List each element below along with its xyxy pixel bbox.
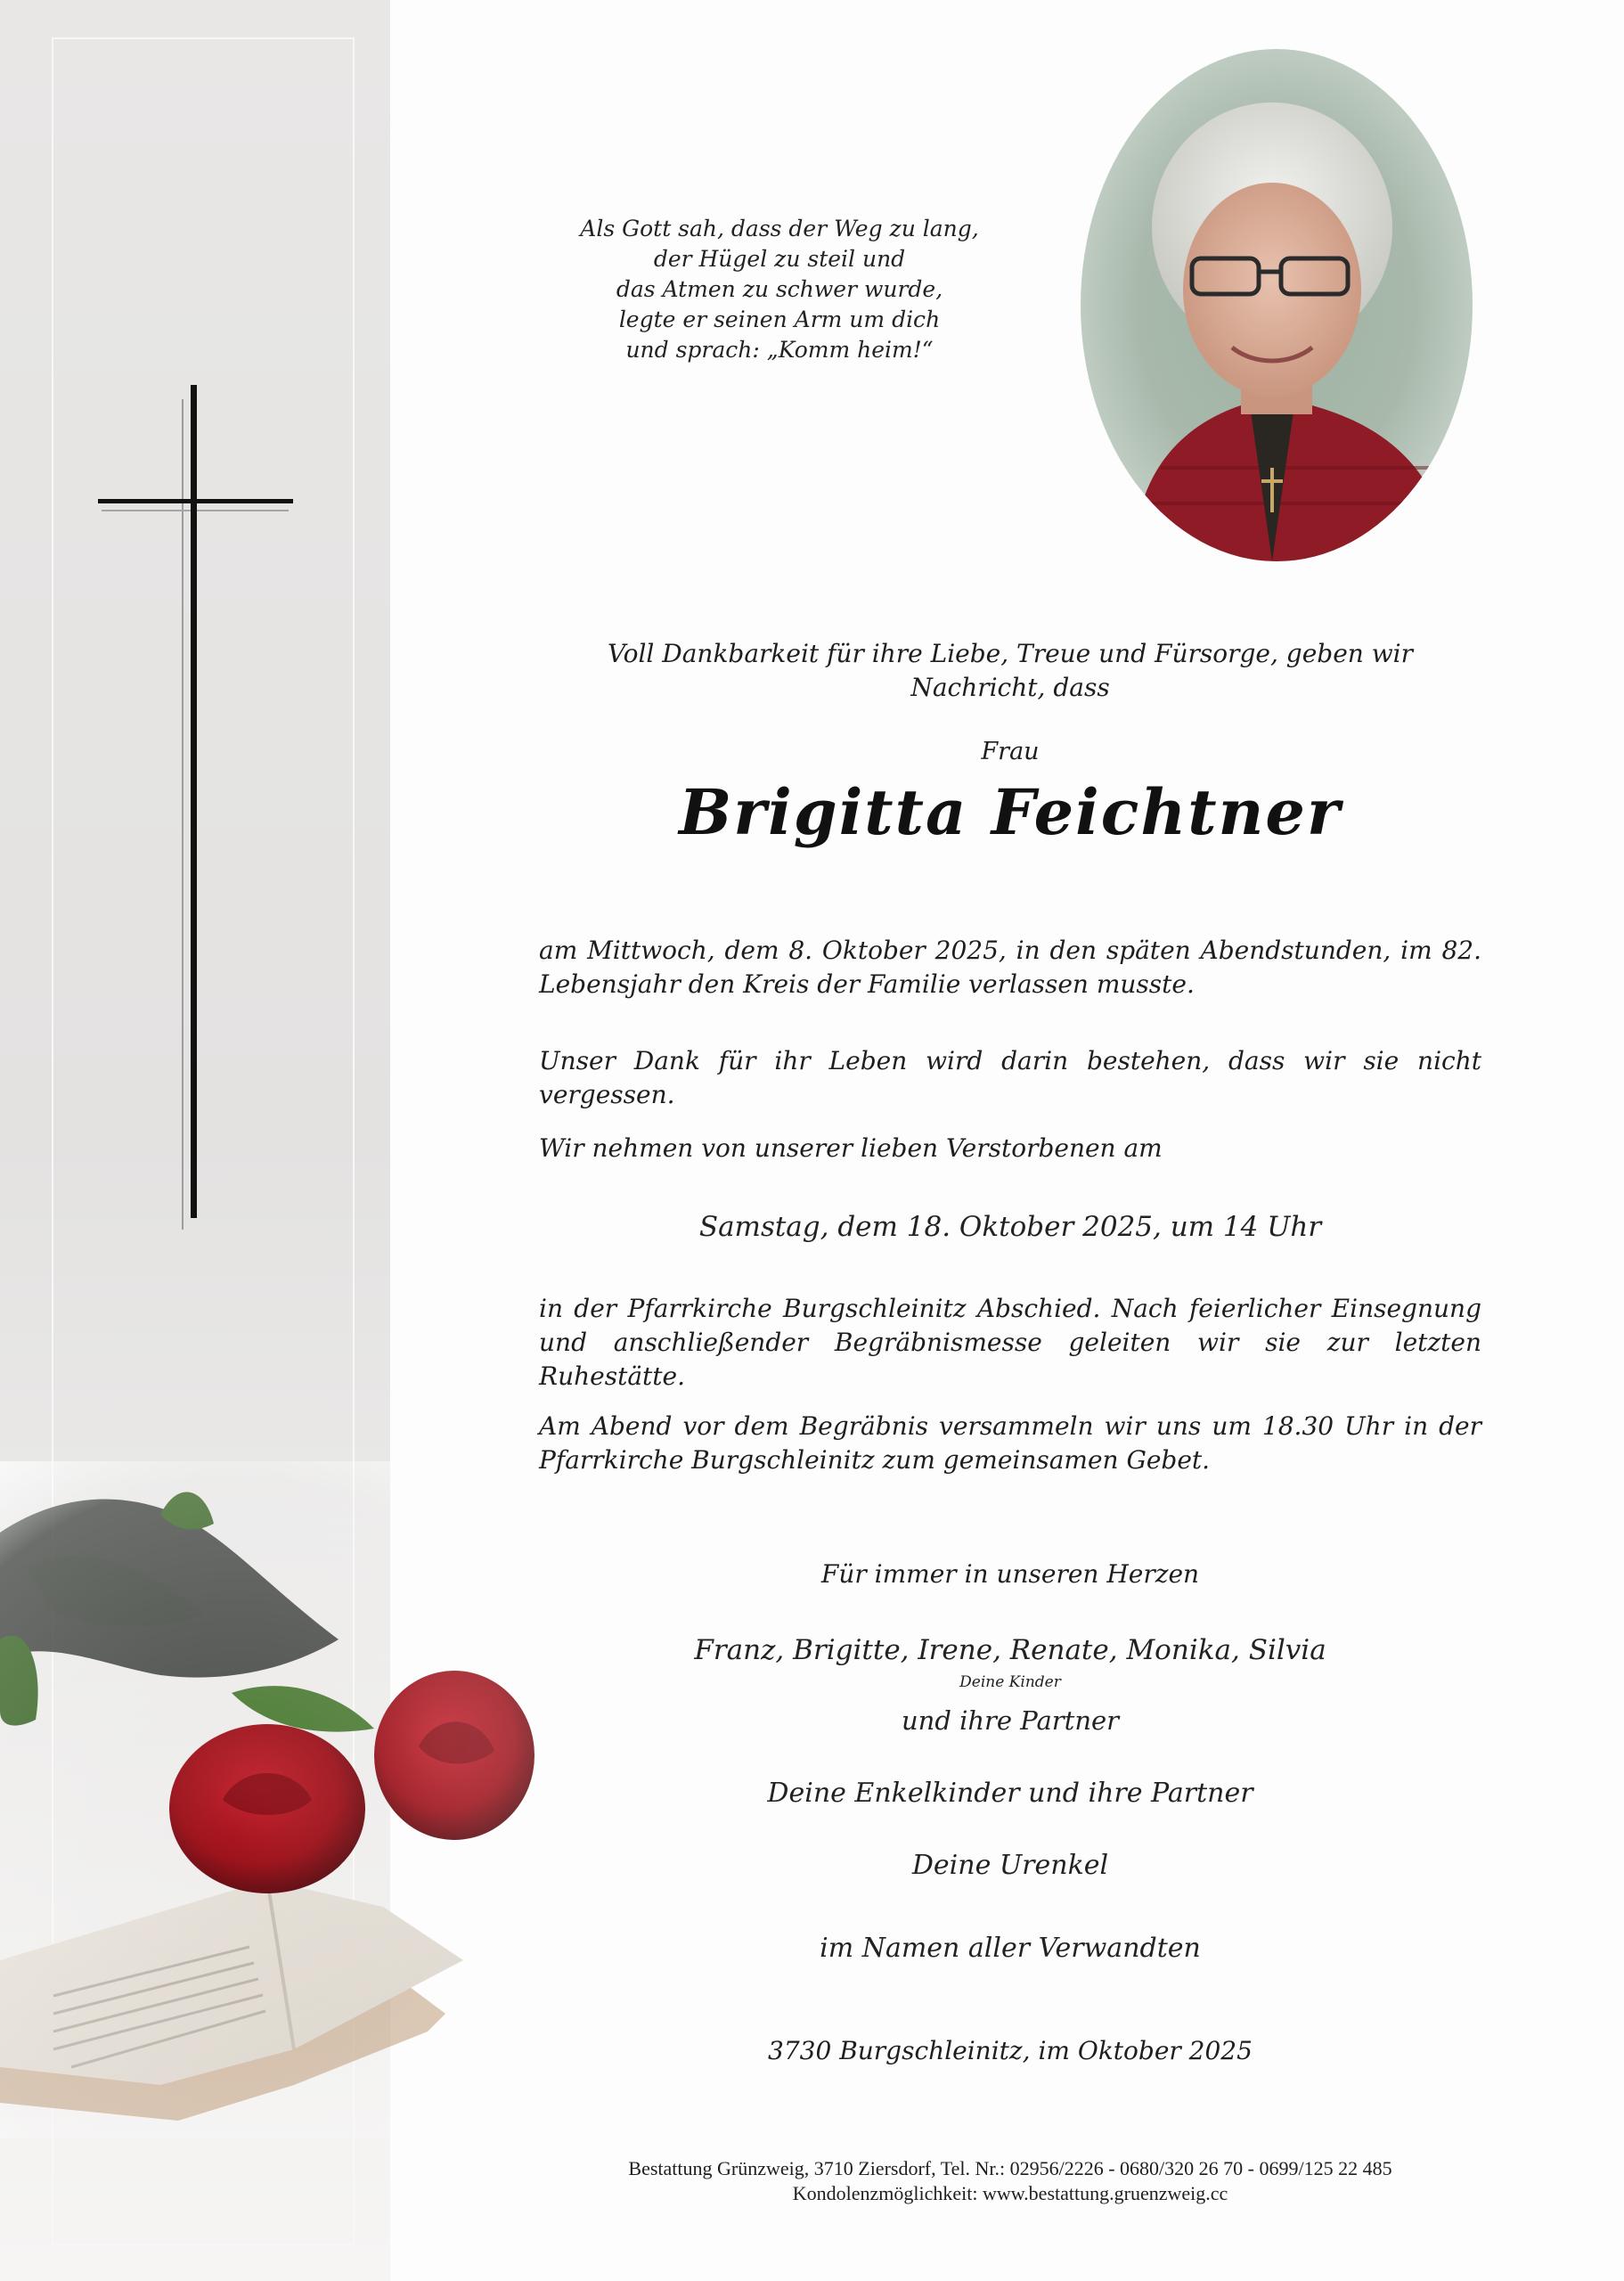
farewell-intro: Wir nehmen von unserer lieben Verstorbenen am [539, 1133, 1163, 1163]
funeral-date: Samstag, dem 18. Oktober 2025, um 14 Uhr [698, 1211, 1322, 1243]
mourners-children: Franz, Brigitte, Irene, Renate, Monika, Silvia [694, 1634, 1326, 1666]
quote-line: und sprach: „Komm heim!“ [625, 337, 934, 363]
portrait-photo [1081, 49, 1473, 561]
quote-line: der Hügel zu steil und [653, 246, 906, 272]
mourners-grandchildren: Deine Enkelkinder und ihre Partner [767, 1778, 1253, 1809]
deceased-name: Brigitta Feichtner [679, 775, 1342, 849]
salutation: Frau [981, 738, 1040, 765]
death-notice: am Mittwoch, dem 8. Oktober 2025, in den späten Abendstunden, im 82. Lebensjahr den Kreis der Familie verlassen musste. [539, 936, 1481, 999]
quote-line: das Atmen zu schwer wurde, [616, 276, 943, 302]
closing-line: Für immer in unseren Herzen [820, 1559, 1200, 1589]
quote-line: Als Gott sah, dass der Weg zu lang, [580, 216, 979, 241]
place-date: 3730 Burgschleinitz, im Oktober 2025 [768, 2036, 1253, 2065]
footer [539, 2156, 1481, 2206]
mourners-children-label: Deine Kinder [959, 1673, 1061, 1691]
funeral-home-contact: Bestattung Grünzweig, 3710 Ziersdorf, Tel. Nr.: 02956/2226 - 0680/320 26 70 - 0699/125 22 485 [628, 2157, 1392, 2179]
mourners-relatives: im Namen aller Verwandten [820, 1933, 1201, 1964]
intro-text: Voll Dankbarkeit für ihre Liebe, Treue und Fürsorge, geben wir Nachricht, dass [607, 639, 1414, 702]
quote-line: legte er seinen Arm um dich [618, 307, 941, 332]
quote-poem [548, 214, 1011, 365]
mourners-great-grandchildren: Deine Urenkel [911, 1850, 1109, 1881]
evening-prayer: Am Abend vor dem Begräbnis versammeln wir uns um 18.30 Uhr in der Pfarrkirche Burgschleinitz zum gemeinsamen Gebet. [539, 1411, 1481, 1475]
gratitude-text: Unser Dank für ihr Leben wird darin bestehen, dass wir sie nicht vergessen. [539, 1046, 1481, 1109]
mourners-partners: und ihre Partner [901, 1705, 1120, 1736]
funeral-details: in der Pfarrkirche Burgschleinitz Abschied. Nach feierlicher Einsegnung und anschließender Begräbnismesse geleiten wir sie zur letzten Ruhestätte. [539, 1294, 1481, 1391]
condolence-link[interactable]: Kondolenzmöglichkeit: www.bestattung.gruenzweig.cc [792, 2182, 1228, 2204]
